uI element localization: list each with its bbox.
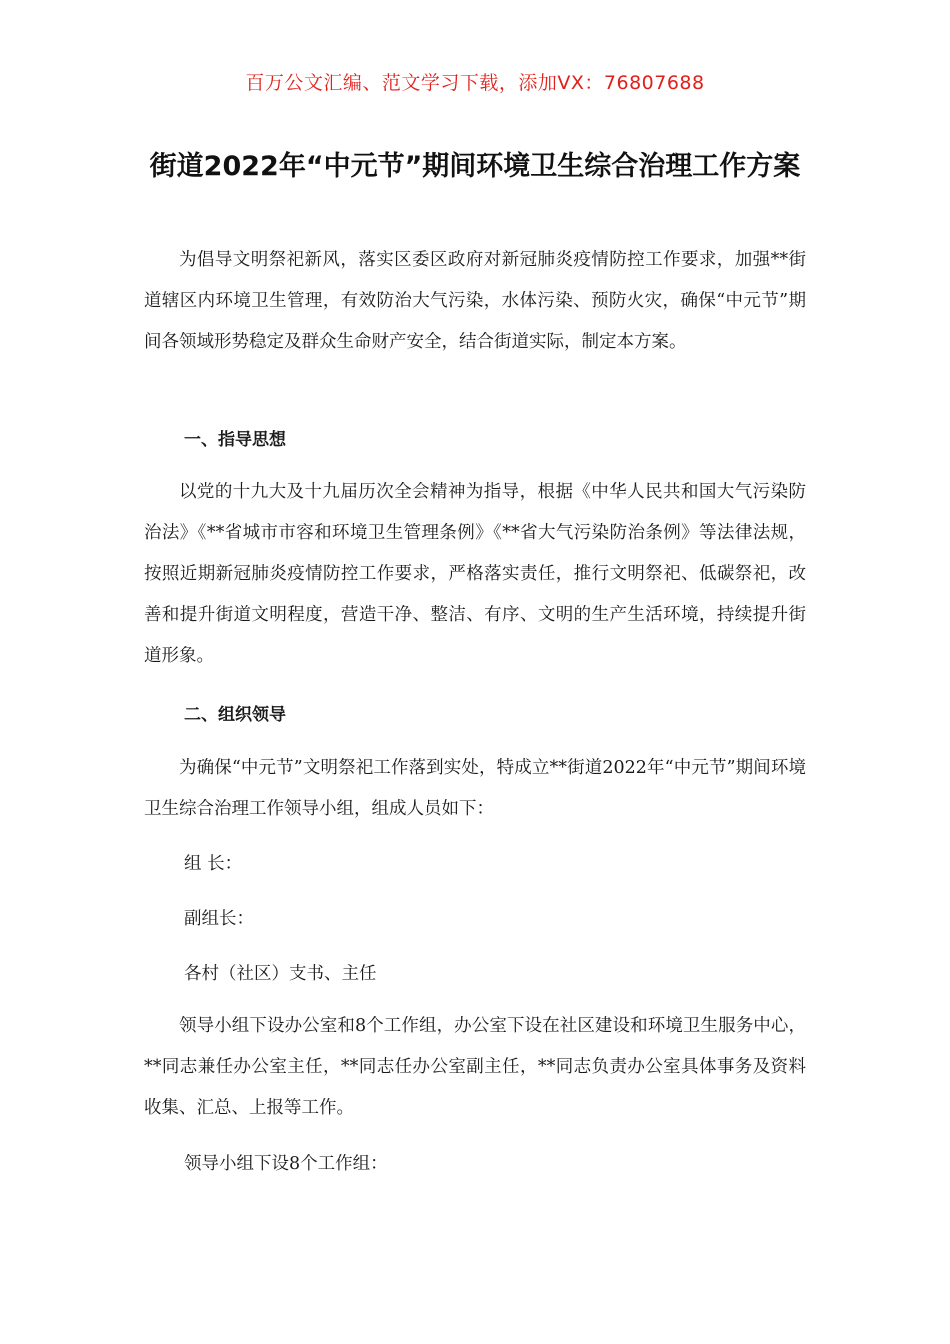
organization-paragraph: 为确保“中元节”文明祭祀工作落到实处，特成立**街道2022年“中元节”期间环境卫生综合治理工作领导小组，组成人员如下： [144, 758, 806, 819]
work-groups-line: 领导小组下设8个工作组： [184, 1154, 388, 1174]
deputy-leader-line: 副组长： [184, 909, 254, 929]
intro-paragraph: 为倡导文明祭祀新风，落实区委区政府对新冠肺炎疫情防控工作要求，加强**街道辖区内环境卫生管理，有效防治大气污染，水体污染、预防火灾，确保“中元节”期间各领域形势稳定及群众生命财产安全，结合街道实际，制定本方案。 [144, 250, 806, 352]
guiding-thought-paragraph: 以党的十九大及十九届历次全会精神为指导，根据《中华人民共和国大气污染防治法》《**省城市市容和环境卫生管理条例》《**省大气污染防治条例》等法律法规，按照近期新冠肺炎疫情防控工作要求，严格落实责任，推行文明祭祀、低碳祭祀，改善和提升街道文明程度，营造干净、整洁、有序、文明的生产生活环境，持续提升街道形象。 [144, 482, 806, 666]
office-paragraph: 领导小组下设办公室和8个工作组，办公室下设在社区建设和环境卫生服务中心，**同志兼任办公室主任，**同志任办公室副主任，**同志负责办公室具体事务及资料收集、汇总、上报等工作。 [144, 1016, 806, 1118]
section-heading-guiding-thought: 一、指导思想 [184, 430, 286, 450]
section-heading-organization: 二、组织领导 [184, 705, 286, 725]
promo-banner: 百万公文汇编、范文学习下载，添加VX：76807688 [245, 72, 705, 94]
members-line: 各村（社区）支书、主任 [184, 964, 377, 984]
document-title: 街道2022年“中元节”期间环境卫生综合治理工作方案 [149, 151, 801, 182]
group-leader-line: 组 长： [184, 854, 243, 874]
